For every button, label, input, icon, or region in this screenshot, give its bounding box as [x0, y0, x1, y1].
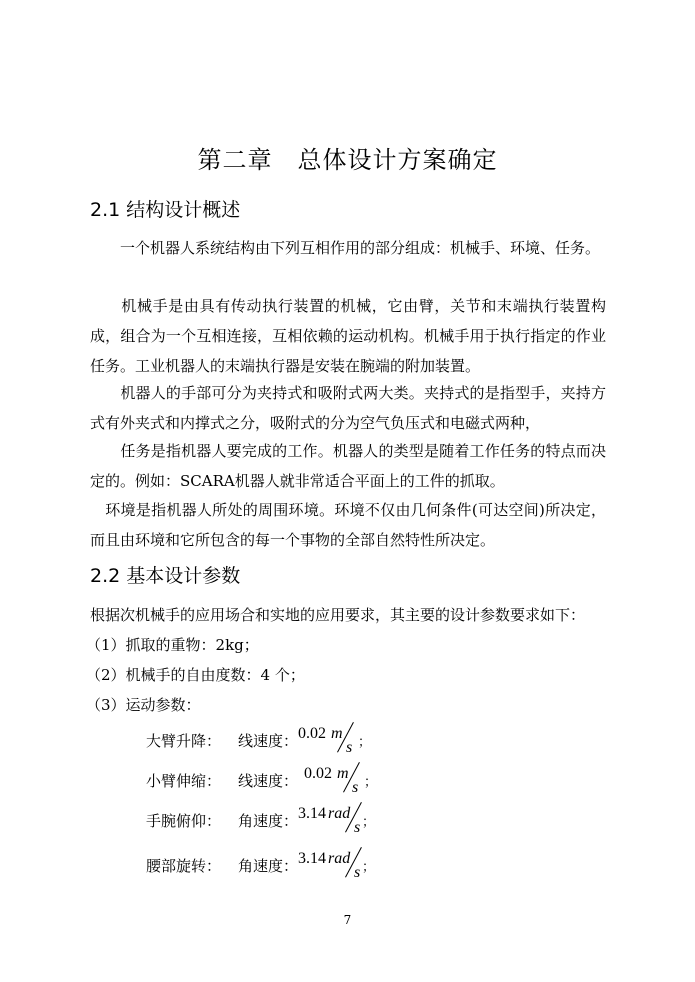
formula-unit-top: m [331, 725, 343, 742]
param-row-waist-rotate [146, 847, 376, 887]
formula-value: 0.02 [304, 765, 333, 782]
angular-velocity-formula [298, 847, 376, 887]
formula-value: 3.14 [298, 805, 327, 822]
param-kind: 角速度： [238, 812, 299, 830]
page-number: 7 [343, 913, 352, 927]
param-kind: 线速度： [238, 732, 299, 750]
formula-end: ； [358, 734, 372, 749]
formula-unit-bottom: s [354, 819, 361, 836]
formula-value: 0.02 [298, 725, 327, 742]
paragraph-task: 任务是指机器人要完成的工作。机器人的类型是随着工作任务的特点而决定的。例如：SCARA机器人就非常适合平面上的工件的抓取。 [90, 442, 606, 490]
velocity-formula [298, 722, 370, 762]
formula-end: ； [362, 859, 376, 874]
paragraph-system-composition: 一个机器人系统结构由下列互相作用的部分组成：机械手、环境、任务。 [90, 239, 601, 257]
chapter-title: 第二章 总体设计方案确定 [197, 146, 498, 174]
parameters-intro: 根据次机械手的应用场合和实地的应用要求，其主要的设计参数要求如下： [90, 606, 586, 624]
param-name: 手腕俯仰： [146, 812, 222, 830]
param-kind: 角速度： [238, 857, 299, 875]
list-item: （3）运动参数： [86, 696, 201, 714]
formula-unit-top: m [337, 765, 349, 782]
paragraph-manipulator: 机械手是由具有传动执行装置的机械，它由臂，关节和末端执行装置构成，组合为一个互相连接，互相依赖的运动机构。机械手用于执行指定的作业任务。工业机器人的末端执行器是安装在腕端的附加装置。 [90, 297, 606, 375]
param-name: 大臂升降： [146, 732, 222, 750]
param-row-arm-lift [146, 722, 370, 762]
formula-unit-top: rad [328, 850, 351, 867]
param-name: 小臂伸缩： [146, 772, 222, 790]
formula-value: 3.14 [298, 850, 327, 867]
section-heading-2-2: 2.2 基本设计参数 [90, 565, 241, 587]
list-item: （1）抓取的重物：2kg； [86, 636, 259, 654]
angular-velocity-formula [298, 802, 376, 842]
list-item: （2）机械手的自由度数：4 个； [86, 666, 305, 684]
param-row-wrist-pitch [146, 802, 376, 842]
param-name: 腰部旋转： [146, 857, 222, 875]
section-heading-2-1: 2.1 结构设计概述 [90, 199, 241, 221]
velocity-formula [304, 762, 376, 802]
param-kind: 线速度： [238, 772, 299, 790]
formula-unit-bottom: s [352, 779, 359, 796]
formula-unit-bottom: s [346, 739, 353, 756]
formula-unit-top: rad [328, 805, 351, 822]
param-row-arm-extend [146, 762, 376, 802]
formula-end: ； [362, 814, 376, 829]
paragraph-environment: 环境是指机器人所处的周围环境。环境不仅由几何条件(可达空间)所决定，而且由环境和它所包含的每一个事物的全部自然特性所决定。 [90, 501, 606, 549]
formula-end: ； [364, 774, 378, 789]
paragraph-gripper-types: 机器人的手部可分为夹持式和吸附式两大类。夹持式的是指型手，夹持方式有外夹式和内撑式之分，吸附式的分为空气负压式和电磁式两种， [90, 384, 606, 432]
formula-unit-bottom: s [354, 864, 361, 881]
